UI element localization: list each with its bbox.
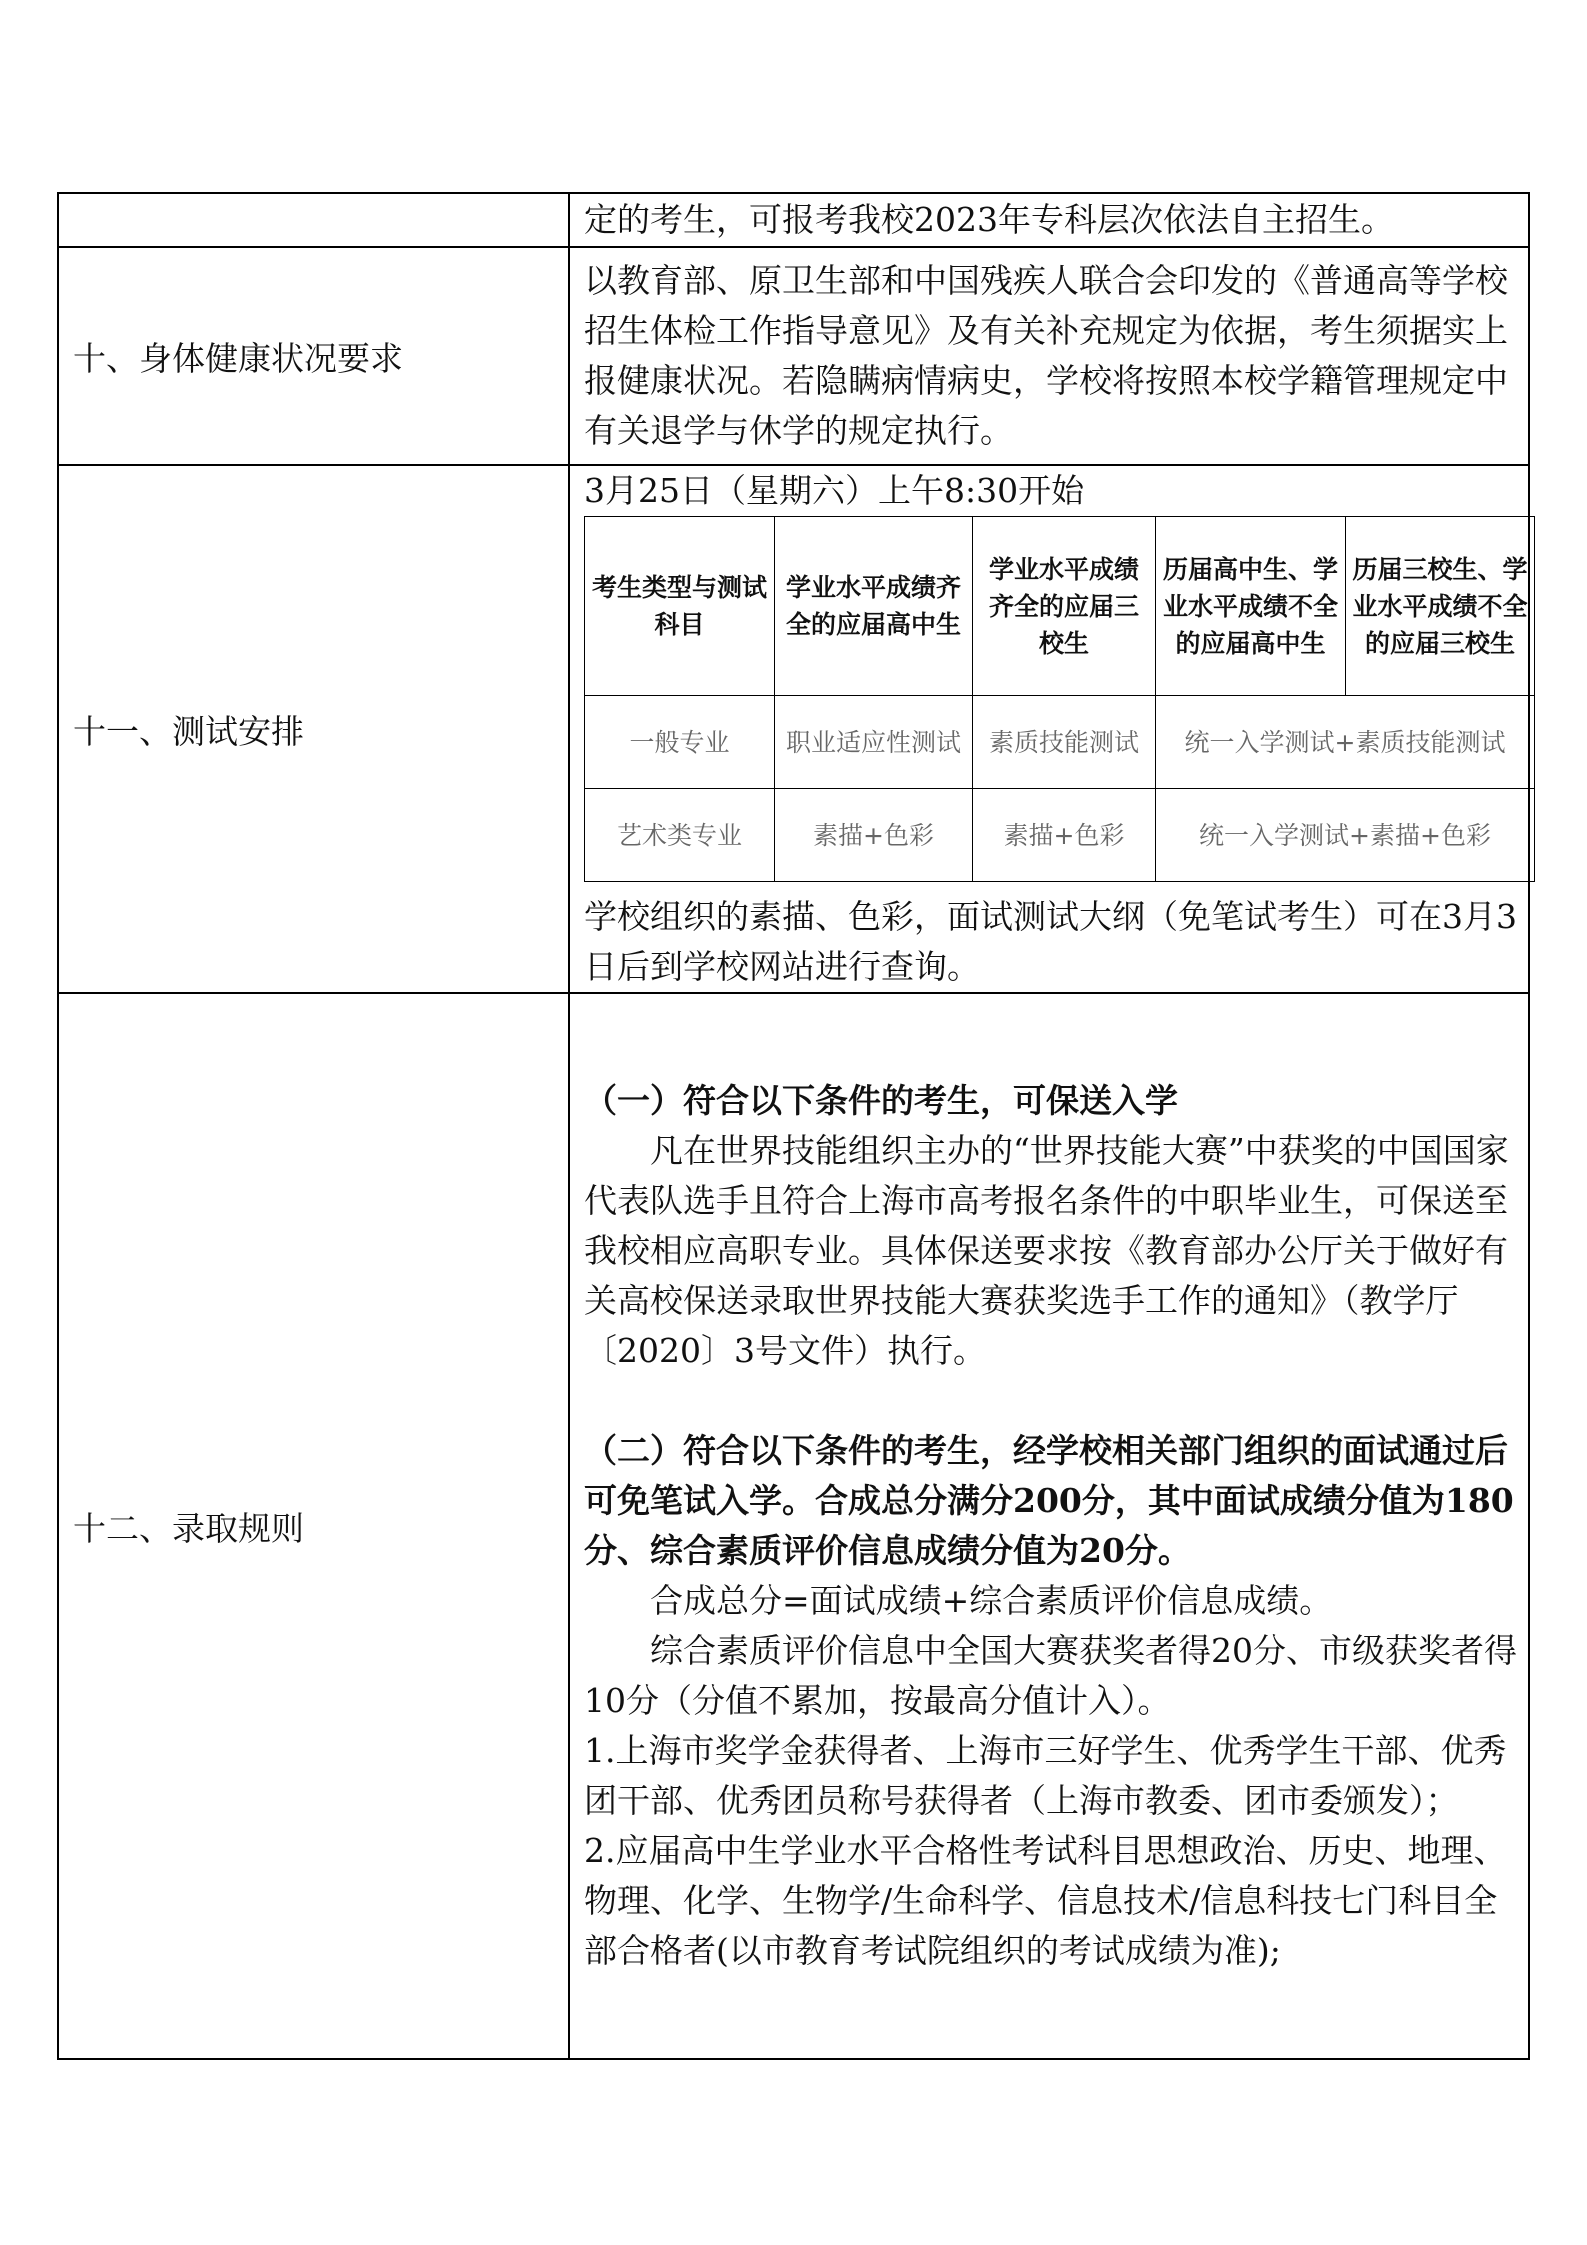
table-cell: 素描+色彩 — [973, 789, 1156, 882]
header-cell: 学业水平成绩齐全的应届高中生 — [775, 517, 973, 696]
row-label-empty — [58, 193, 569, 247]
table-cell: 素描+色彩 — [775, 789, 973, 882]
award-score-rule: 综合素质评价信息中全国大赛获奖者得20分、市级获奖者得10分（分值不累加，按最高分值计入）。 — [584, 1631, 1517, 1720]
test-time: 3月25日（星期六）上午8:30开始 — [584, 471, 1085, 510]
table-cell: 素质技能测试 — [973, 696, 1156, 789]
spacer — [584, 1376, 1518, 1426]
score-formula: 合成总分=面试成绩+综合素质评价信息成绩。 — [650, 1581, 1333, 1620]
test-table-header-row — [585, 517, 1535, 696]
criteria-item-1: 1.上海市奖学金获得者、上海市三好学生、优秀学生干部、优秀团干部、优秀团员称号获得者（上海市教委、团市委颁发）； — [584, 1731, 1507, 1820]
test-arrangement-content — [569, 465, 1529, 993]
test-table-row — [585, 696, 1535, 789]
table-cell: 一般专业 — [585, 696, 775, 789]
admission-rules-content — [569, 993, 1529, 2059]
header-cell: 考生类型与测试科目 — [585, 517, 775, 696]
continued-text: 定的考生，可报考我校2023年专科层次依法自主招生。 — [584, 200, 1394, 239]
section-two-title: （二）符合以下条件的考生，经学校相关部门组织的面试通过后可免笔试入学。合成总分满分200分，其中面试成绩分值为180分、综合素质评价信息成绩分值为20分。 — [584, 1431, 1514, 1570]
row-continued — [58, 193, 1529, 247]
admission-rules-table — [57, 192, 1530, 2060]
row-continued-text — [569, 193, 1529, 247]
table-cell: 艺术类专业 — [585, 789, 775, 882]
row-test-arrangement — [58, 465, 1529, 993]
header-cell: 学业水平成绩齐全的应届三校生 — [973, 517, 1156, 696]
header-cell: 历届高中生、学业水平成绩不全的应届高中生 — [1156, 517, 1346, 696]
admission-rules-label: 十二、录取规则 — [58, 993, 569, 2059]
section-one-body: 凡在世界技能组织主办的“世界技能大赛”中获奖的中国国家代表队选手且符合上海市高考报名条件的中职毕业生，可保送至我校相应高职专业。具体保送要求按《教育部办公厅关于做好有关高校保送录取世界技能大赛获奖选手工作的通知》（教学厅〔2020〕3号文件）执行。 — [584, 1131, 1509, 1370]
row-admission-rules — [58, 993, 1529, 2059]
test-outline-note: 学校组织的素描、色彩，面试测试大纲（免笔试考生）可在3月3日后到学校网站进行查询。 — [584, 897, 1517, 986]
health-requirements-content — [569, 247, 1529, 465]
health-requirements-label: 十、身体健康状况要求 — [58, 247, 569, 465]
test-subjects-table — [584, 516, 1535, 882]
row-health-requirements — [58, 247, 1529, 465]
header-cell: 历届三校生、学业水平成绩不全的应届三校生 — [1346, 517, 1535, 696]
test-table-row — [585, 789, 1535, 882]
section-one-title: （一）符合以下条件的考生，可保送入学 — [584, 1081, 1178, 1120]
table-cell: 统一入学测试+素质技能测试 — [1156, 696, 1535, 789]
table-cell: 职业适应性测试 — [775, 696, 973, 789]
table-cell: 统一入学测试+素描+色彩 — [1156, 789, 1535, 882]
criteria-item-2: 2.应届高中生学业水平合格性考试科目思想政治、历史、地理、物理、化学、生物学/生命科学、信息技术/信息科技七门科目全部合格者(以市教育考试院组织的考试成绩为准); — [584, 1831, 1507, 1970]
health-requirements-text: 以教育部、原卫生部和中国残疾人联合会印发的《普通高等学校招生体检工作指导意见》及有关补充规定为依据，考生须据实上报健康状况。若隐瞒病情病史，学校将按照本校学籍管理规定中有关退学与休学的规定执行。 — [584, 261, 1508, 450]
test-arrangement-label: 十一、测试安排 — [58, 465, 569, 993]
